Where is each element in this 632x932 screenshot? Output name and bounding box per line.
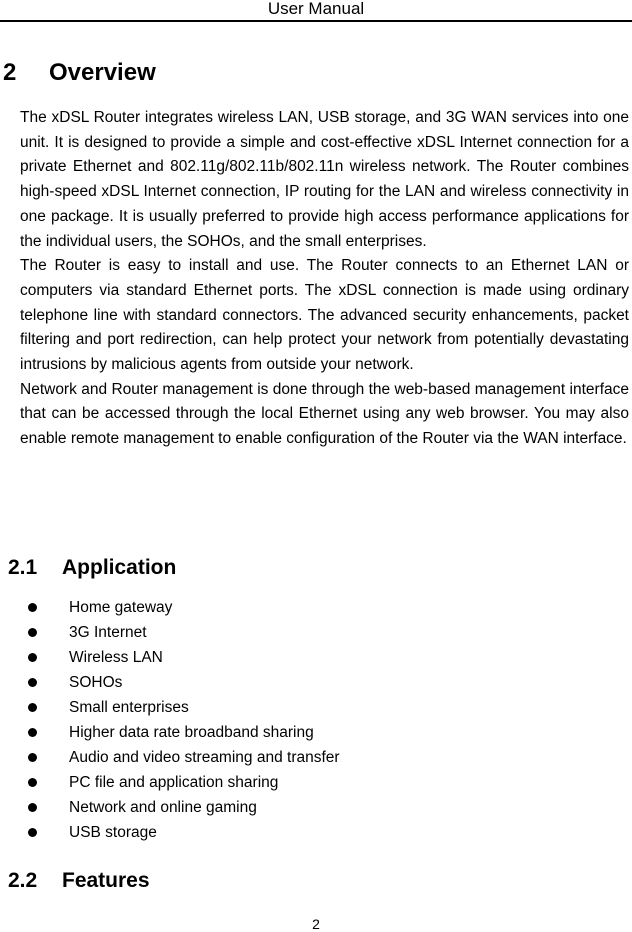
list-item: Higher data rate broadband sharing: [28, 720, 340, 745]
bullet-icon: [28, 703, 37, 712]
page-header: [0, 0, 632, 22]
section-heading: [3, 58, 156, 88]
list-item: SOHOs: [28, 670, 340, 695]
list-item: Home gateway: [28, 595, 340, 620]
section-number: 2: [3, 59, 17, 86]
bullet-icon: [28, 628, 37, 637]
bullet-icon: [28, 728, 37, 737]
application-list: [28, 595, 340, 845]
list-item: PC file and application sharing: [28, 770, 340, 795]
bullet-icon: [28, 653, 37, 662]
subsection-heading-features: [8, 868, 150, 894]
list-item: Small enterprises: [28, 695, 340, 720]
list-item: USB storage: [28, 820, 340, 845]
subsection-heading-application: [8, 555, 176, 581]
page-number: 2: [312, 916, 320, 932]
bullet-icon: [28, 678, 37, 687]
header-title: User Manual: [267, 0, 365, 18]
list-item: Network and online gaming: [28, 795, 340, 820]
subsection-title: Features: [62, 869, 150, 892]
bullet-icon: [28, 778, 37, 787]
bullet-icon: [28, 753, 37, 762]
subsection-number: 2.2: [8, 869, 38, 892]
overview-body: [20, 106, 629, 452]
bullet-icon: [28, 803, 37, 812]
paragraph: The Router is easy to install and use. The Router connects to an Ethernet LAN or computers via standard Ethernet ports. The xDSL connection is made using ordinary telephone line with standard connectors. The advanced security enhancements, packet filtering and port redirection, can help protect your network from potentially devastating intrusions by malicious agents from outside your network.: [20, 257, 629, 374]
paragraph: Network and Router management is done through the web-based management interface that can be accessed through the local Ethernet using any web browser. You may also enable remote management to enable configuration of the Router via the WAN interface.: [20, 380, 629, 448]
paragraph: The xDSL Router integrates wireless LAN, USB storage, and 3G WAN services into one unit. It is designed to provide a simple and cost-effective xDSL Internet connection for a private Ethernet and 802.11g/802.11b/802.11n wireless network. The Router combines high-speed xDSL Internet connection, IP routing for the LAN and wireless connectivity in one package. It is usually preferred to provide high access performance applications for the individual users, the SOHOs, and the small enterprises.: [20, 109, 629, 250]
bullet-icon: [28, 828, 37, 837]
subsection-number: 2.1: [8, 556, 38, 579]
list-item: Audio and video streaming and transfer: [28, 745, 340, 770]
list-item: Wireless LAN: [28, 645, 340, 670]
bullet-icon: [28, 603, 37, 612]
subsection-title: Application: [62, 556, 177, 579]
section-title: Overview: [49, 59, 156, 86]
list-item: 3G Internet: [28, 620, 340, 645]
